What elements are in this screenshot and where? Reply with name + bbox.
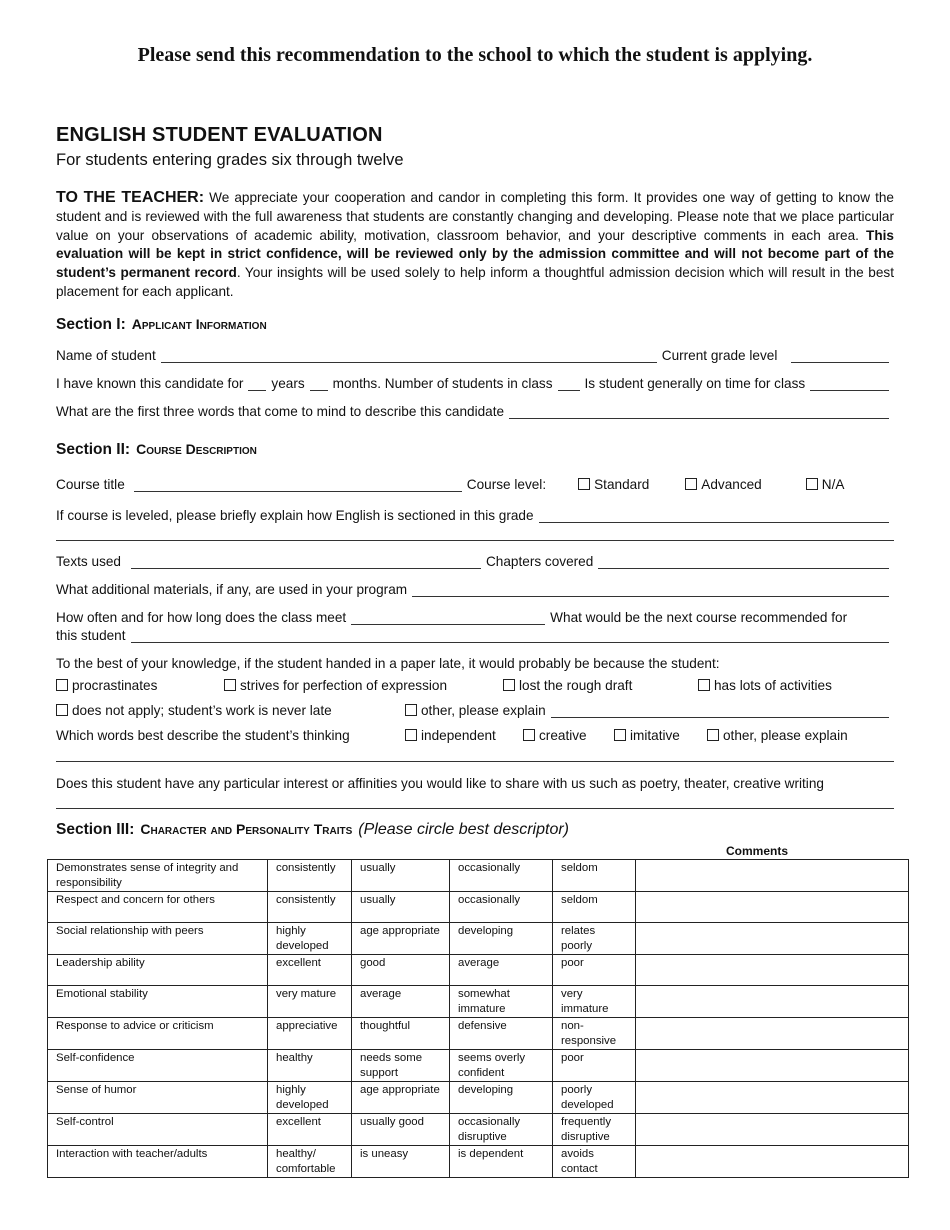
rating-cell[interactable]: developing (450, 923, 553, 955)
checkbox[interactable] (685, 478, 697, 490)
comments-header: Comments (726, 844, 789, 858)
trait-cell: Response to advice or criticism (48, 1018, 268, 1050)
checkbox[interactable] (523, 729, 535, 741)
rating-cell[interactable]: average (450, 955, 553, 986)
checkbox[interactable] (405, 729, 417, 741)
next-course-field[interactable] (131, 629, 889, 643)
known-label-a: I have known this candidate for (56, 376, 244, 391)
section-3-heading (56, 821, 569, 839)
row-late-question (56, 651, 894, 671)
row-late-other (56, 698, 894, 718)
intro-lead: TO THE TEACHER: (56, 189, 205, 206)
row-late-options (56, 673, 894, 693)
section-2-heading (56, 441, 257, 459)
option-label: Advanced (701, 477, 762, 492)
trait-cell: Respect and concern for others (48, 892, 268, 923)
words-label: What are the first three words that come to mind to describe this candidate (56, 404, 505, 419)
rating-cell[interactable]: avoids contact (553, 1146, 636, 1178)
rating-cell[interactable]: average (352, 986, 450, 1018)
rating-cell[interactable]: is uneasy (352, 1146, 450, 1178)
comments-cell[interactable] (636, 1146, 909, 1178)
row-texts (56, 549, 894, 569)
grade-label: Current grade level (661, 348, 778, 363)
comments-cell[interactable] (636, 892, 909, 923)
late-rough-draft-option[interactable] (503, 678, 698, 693)
chapters-label: Chapters covered (485, 554, 594, 569)
checkbox[interactable] (503, 679, 515, 691)
section-2-label: Section II: (56, 441, 131, 458)
checkbox[interactable] (614, 729, 626, 741)
thinking-continuation-line[interactable] (56, 761, 894, 762)
thinking-independent-option[interactable] (405, 728, 523, 743)
checkbox[interactable] (578, 478, 590, 490)
section-1-title: Applicant Information (131, 316, 267, 332)
thinking-creative-option[interactable] (523, 728, 614, 743)
comments-cell[interactable] (636, 1018, 909, 1050)
option-label: other, please explain (723, 728, 848, 743)
rating-cell[interactable]: occasionally (450, 892, 553, 923)
table-row (48, 1082, 909, 1114)
rating-cell[interactable]: consistently (268, 860, 352, 892)
row-course (56, 472, 894, 492)
rating-cell[interactable]: is dependent (450, 1146, 553, 1178)
checkbox[interactable] (806, 478, 818, 490)
rating-cell[interactable]: poorly developed (553, 1082, 636, 1114)
form-title: ENGLISH STUDENT EVALUATION (56, 124, 383, 146)
rating-cell[interactable]: very immature (553, 986, 636, 1018)
rating-cell[interactable]: occasionally (450, 860, 553, 892)
trait-cell: Self-confidence (48, 1050, 268, 1082)
checkbox[interactable] (405, 704, 417, 716)
materials-label: What additional materials, if any, are used in your program (56, 582, 408, 597)
rating-cell[interactable]: consistently (268, 892, 352, 923)
rating-cell[interactable]: defensive (450, 1018, 553, 1050)
option-label: independent (421, 728, 496, 743)
intro-text-2: . Your insights will be used solely to help inform a thoughtful admission decision which will result in the best placement for each applicant. (56, 265, 894, 299)
rating-cell[interactable]: appreciative (268, 1018, 352, 1050)
row-student-name (56, 343, 894, 363)
grade-field[interactable] (791, 349, 889, 363)
level-standard-option[interactable] (578, 477, 649, 492)
leveled-continuation-line[interactable] (56, 540, 894, 541)
rating-cell[interactable]: frequently disruptive (553, 1114, 636, 1146)
rating-cell[interactable]: occasionally disruptive (450, 1114, 553, 1146)
rating-cell[interactable]: age appropriate (352, 923, 450, 955)
rating-cell[interactable]: usually (352, 860, 450, 892)
intro-confidentiality: This evaluation will be kept in strict confidence, will be reviewed only by the admission committee and will not become part of the student’s permanent record (56, 227, 894, 281)
course-title-label: Course title (56, 477, 125, 492)
late-question: To the best of your knowledge, if the student handed in a paper late, it would probably be because the student: (56, 656, 720, 671)
months-field[interactable] (310, 377, 328, 391)
rating-cell[interactable]: usually good (352, 1114, 450, 1146)
intro-text-1: We appreciate your cooperation and candor in completing this form. It provides one way of getting to know the student and is reviewed with the full awareness that students are constantly changing and developing. Please note that we place particular value on your observations of academic ability, motivation, classroom behavior, and your descriptive comments in each area. (56, 190, 894, 243)
comments-cell[interactable] (636, 860, 909, 892)
rating-cell[interactable]: very mature (268, 986, 352, 1018)
rating-cell[interactable]: excellent (268, 1114, 352, 1146)
section-1-label: Section I: (56, 316, 126, 333)
row-thinking (56, 723, 894, 743)
table-row (48, 923, 909, 955)
rating-cell[interactable]: highly developed (268, 1082, 352, 1114)
thinking-other-option[interactable] (707, 728, 848, 743)
row-frequency (56, 605, 894, 625)
send-notice: Please send this recommendation to the school to which the student is applying. (137, 44, 813, 66)
interest-answer-line[interactable] (56, 808, 894, 809)
frequency-label: How often and for how long does the class meet (56, 610, 347, 625)
texts-label: Texts used (56, 554, 121, 569)
rating-cell[interactable]: healthy (268, 1050, 352, 1082)
option-label: strives for perfection of expression (240, 678, 448, 693)
section-3-title: Character and Personality Traits (140, 821, 353, 837)
option-label: other, please explain (421, 703, 546, 718)
teacher-intro (56, 189, 894, 302)
rating-cell[interactable]: relates poorly (553, 923, 636, 955)
comments-cell[interactable] (636, 986, 909, 1018)
table-row (48, 955, 909, 986)
row-known (56, 371, 894, 391)
option-label: has lots of activities (714, 678, 832, 693)
table-row (48, 1018, 909, 1050)
row-next-course (56, 623, 894, 643)
table-row (48, 1050, 909, 1082)
on-time-field[interactable] (810, 377, 889, 391)
level-advanced-option[interactable] (685, 477, 761, 492)
traits-table (47, 859, 909, 1178)
checkbox[interactable] (707, 729, 719, 741)
rating-cell[interactable]: developing (450, 1082, 553, 1114)
trait-cell: Demonstrates sense of integrity and responsibility (48, 860, 268, 892)
late-activities-option[interactable] (698, 678, 832, 693)
rating-cell[interactable]: usually (352, 892, 450, 923)
rating-cell[interactable]: seldom (553, 892, 636, 923)
rating-cell[interactable]: somewhat immature (450, 986, 553, 1018)
late-not-applicable-option[interactable] (56, 703, 405, 718)
name-label: Name of student (56, 348, 156, 363)
section-2-title: Course Description (136, 441, 257, 457)
row-leveled (56, 503, 894, 523)
option-label: lost the rough draft (519, 678, 633, 693)
next-course-label: What would be the next course recommended for (550, 610, 848, 625)
late-other-field[interactable] (551, 704, 889, 718)
rating-cell[interactable]: thoughtful (352, 1018, 450, 1050)
option-label: creative (539, 728, 587, 743)
row-three-words (56, 399, 894, 419)
checkbox[interactable] (224, 679, 236, 691)
thinking-question: Which words best describe the student’s thinking (56, 728, 350, 743)
rating-cell[interactable]: good (352, 955, 450, 986)
table-row (48, 860, 909, 892)
rating-cell[interactable]: age appropriate (352, 1082, 450, 1114)
three-words-field[interactable] (509, 405, 889, 419)
class-size-field[interactable] (558, 377, 580, 391)
comments-cell[interactable] (636, 955, 909, 986)
course-title-field[interactable] (134, 478, 462, 492)
option-label: procrastinates (72, 678, 158, 693)
trait-cell: Emotional stability (48, 986, 268, 1018)
section-3-note: (Please circle best descriptor) (358, 821, 570, 838)
option-label: N/A (821, 477, 845, 492)
comments-cell[interactable] (636, 1114, 909, 1146)
chapters-field[interactable] (598, 555, 889, 569)
known-label-c: months. Number of students in class (332, 376, 553, 391)
checkbox[interactable] (56, 679, 68, 691)
checkbox[interactable] (56, 704, 68, 716)
comments-cell[interactable] (636, 1050, 909, 1082)
level-na-option[interactable] (806, 477, 845, 492)
leveled-label: If course is leveled, please briefly explain how English is sectioned in this grade (56, 508, 534, 523)
trait-cell: Interaction with teacher/adults (48, 1146, 268, 1178)
leveled-field[interactable] (539, 509, 889, 523)
late-procrastinates-option[interactable] (56, 678, 224, 693)
rating-cell[interactable]: poor (553, 1050, 636, 1082)
table-row (48, 1146, 909, 1178)
rating-cell[interactable]: seldom (553, 860, 636, 892)
thinking-imitative-option[interactable] (614, 728, 707, 743)
late-perfection-option[interactable] (224, 678, 503, 693)
row-materials (56, 577, 894, 597)
rating-cell[interactable]: healthy/ comfortable (268, 1146, 352, 1178)
rating-cell[interactable]: poor (553, 955, 636, 986)
rating-cell[interactable]: needs some support (352, 1050, 450, 1082)
form-subtitle: For students entering grades six through twelve (56, 151, 404, 169)
trait-cell: Self-control (48, 1114, 268, 1146)
option-label: imitative (630, 728, 680, 743)
option-label: Standard (594, 477, 650, 492)
comments-cell[interactable] (636, 923, 909, 955)
late-other-option[interactable] (405, 703, 546, 718)
option-label: does not apply; student’s work is never late (72, 703, 332, 718)
rating-cell[interactable]: excellent (268, 955, 352, 986)
trait-cell: Sense of humor (48, 1082, 268, 1114)
row-interest (56, 771, 894, 791)
table-row (48, 1114, 909, 1146)
known-label-d: Is student generally on time for class (584, 376, 806, 391)
trait-cell: Leadership ability (48, 955, 268, 986)
texts-field[interactable] (131, 555, 481, 569)
rating-cell[interactable]: non-responsive (553, 1018, 636, 1050)
trait-cell: Social relationship with peers (48, 923, 268, 955)
checkbox[interactable] (698, 679, 710, 691)
known-label-b: years (271, 376, 305, 391)
table-row (48, 892, 909, 923)
rating-cell[interactable]: highly developed (268, 923, 352, 955)
this-student-label: this student (56, 628, 126, 643)
years-field[interactable] (248, 377, 266, 391)
rating-cell[interactable]: seems overly confident (450, 1050, 553, 1082)
course-level-label: Course level: (466, 477, 547, 492)
section-1-heading (56, 316, 267, 334)
table-row (48, 986, 909, 1018)
materials-field[interactable] (412, 583, 889, 597)
section-3-label: Section III: (56, 821, 135, 838)
comments-cell[interactable] (636, 1082, 909, 1114)
interest-question: Does this student have any particular interest or affinities you would like to share with us such as poetry, theater, creative writing (56, 776, 824, 791)
name-field[interactable] (161, 349, 657, 363)
